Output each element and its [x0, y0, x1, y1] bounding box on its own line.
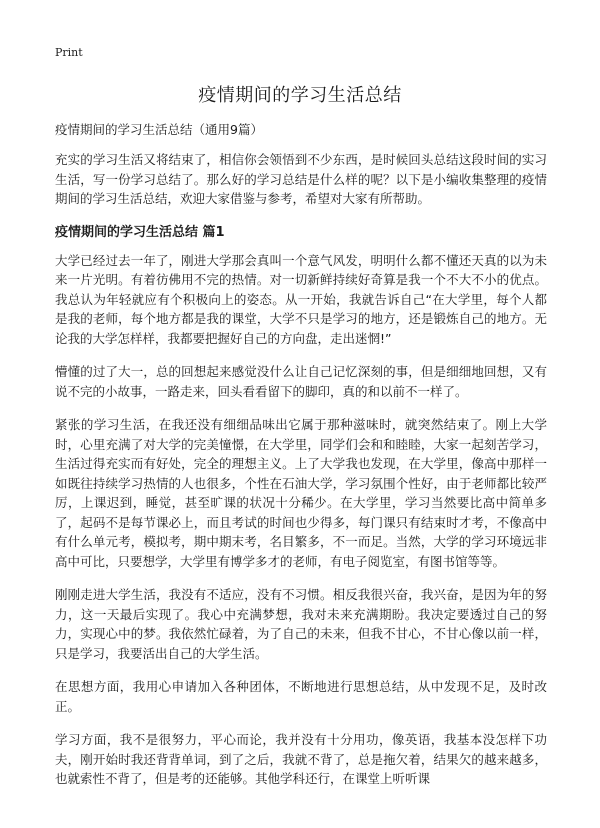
section-heading: 疫情期间的学习生活总结 篇1: [55, 224, 225, 240]
body-paragraph-1: 大学已经过去一年了，刚进大学那会真叫一个意气风发，明明什么都不懂还天真的以为未来一片光明。有着彷佛用不完的热情。对一切新鲜持续好奇算是我一个不大不小的优点。我总认为年轻就应有个积极向上的姿态。从一开始，我就告诉自己“在大学里，每个人都是我的老师，每个地方都是我的课堂，大学不只是学习的地方，还是锻炼自己的地方。无论我的大学怎样样，我都要把握好自己的方向盘，走出迷惘!”: [55, 252, 547, 346]
body-paragraph-4: 刚刚走进大学生活，我没有不适应，没有不习惯。相反我很兴奋，我兴奋，是因为年的努力，这一天最后实现了。我心中充满梦想，我对未来充满期盼。我决定要透过自己的努力，实现心中的梦。我依然忙碌着，为了自己的未来，但我不甘心，不甘心像以前一样，只是学习，我要活出自己的大学生活。: [55, 587, 547, 661]
body-paragraph-5: 在思想方面，我用心申请加入各种团体，不断地进行思想总结，从中发现不足，及时改正。: [55, 679, 547, 714]
intro-paragraph: 充实的学习生活又将结束了，相信你会领悟到不少东西，是时候回头总结这段时间的实习生活，写一份学习总结了。那么好的学习总结是什么样的呢？以下是小编收集整理的疫情期间的学习生活总结，欢迎大家借鉴与参考，希望对大家有所帮助。: [55, 152, 547, 206]
page-title: 疫情期间的学习生活总结: [198, 85, 402, 106]
body-paragraph-2: 懵懂的过了大一，总的回想起来感觉没什么让自己记忆深刻的事，但是细细地回想，又有说不完的小故事，一路走来，回头看看留下的脚印，真的和以前不一样了。: [55, 364, 547, 399]
print-link[interactable]: Print: [55, 46, 83, 59]
body-paragraph-3: 紧张的学习生活，在我还没有细细品味出它属于那种滋味时，就突然结束了。刚上大学时，心里充满了对大学的完美憧憬，在大学里，同学们会和和睦睦，大家一起刻苦学习，生活过得充实而有好处，完全的理想主义。上了大学我也发现，在大学里，像高中那样一如既往持续学习热情的人也很多，个性在石油大学，学习氛围个性好，由于老师都比较严厉，上课迟到，睡觉，甚至旷课的状况十分稀少。在大学里，学习当然要比高中简单多了，起码不是每节课必上，而且考试的时间也少得多，每门课只有结束时才考，不像高中有什么单元考，模拟考，期中期末考，名目繁多，不一而足。当然，大学的学习环境远非高中可比，只要想学，大学里有博学多才的老师，有电子阅览室，有图书馆等等。: [55, 417, 547, 569]
document-body: [55, 120, 547, 803]
body-paragraph-6: 学习方面，我不是很努力，平心而论，我并没有十分用功，像英语，我基本没怎样下功夫，刚开始时我还背背单词，到了之后，我就不背了，总是拖欠着，结果欠的越来越多，也就索性不背了，但是考的还能够。其他学科还行，在课堂上听听课: [55, 732, 547, 786]
document-subtitle: 疫情期间的学习生活总结（通用9篇）: [55, 122, 263, 137]
